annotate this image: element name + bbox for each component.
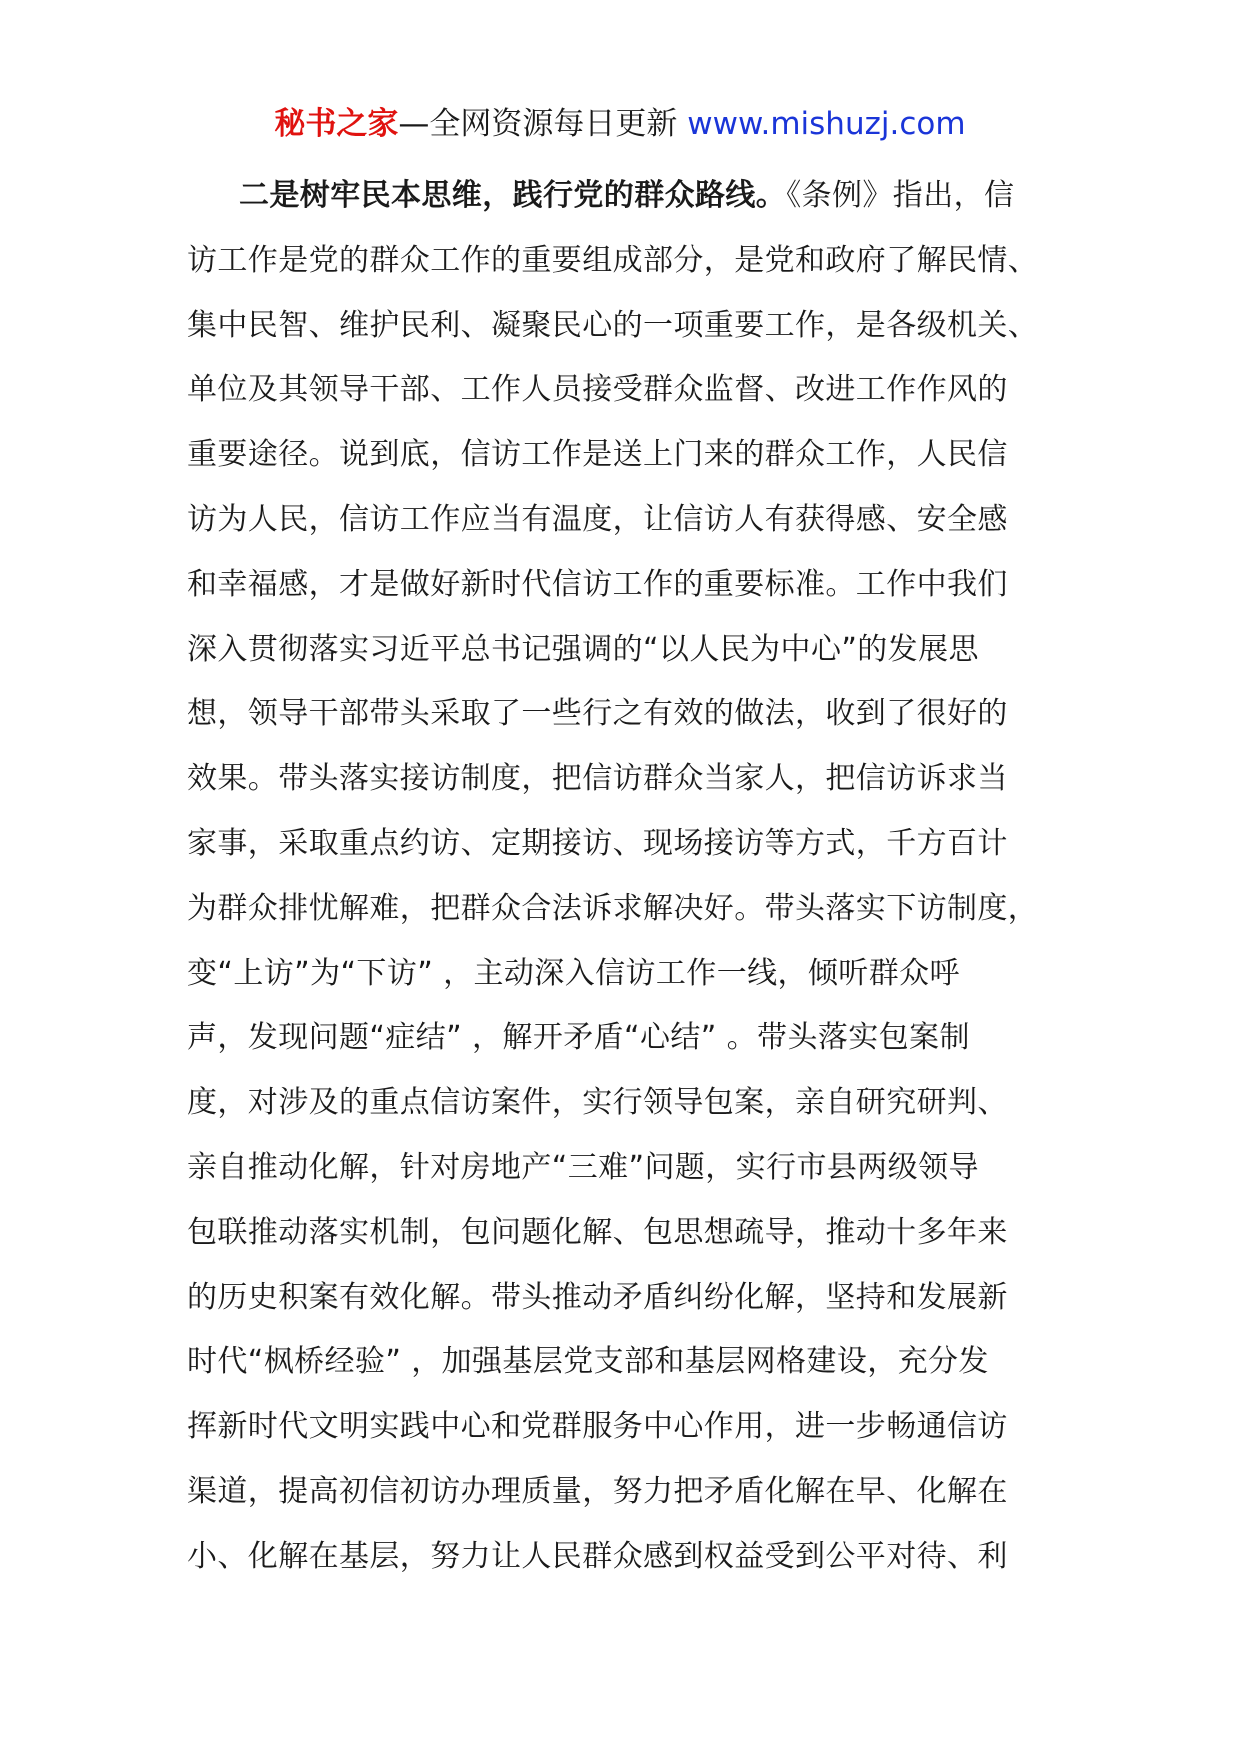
- paragraph-line: 声，发现问题“症结” ，解开矛盾“心结” 。带头落实包案制: [187, 1020, 970, 1056]
- paragraph-line: 和幸福感，才是做好新时代信访工作的重要标准。工作中我们: [187, 566, 1008, 602]
- paragraph-line: 效果。带头落实接访制度，把信访群众当家人，把信访诉求当: [187, 761, 1008, 797]
- paragraph-line: 小、化解在基层，努力让人民群众感到权益受到公平对待、利: [187, 1538, 1008, 1574]
- brand-name: 秘书之家: [274, 106, 399, 142]
- paragraph-first-line-text: 《条例》指出，信: [786, 178, 1015, 213]
- paragraph-line: 的历史积案有效化解。带头推动矛盾纠纷化解，坚持和发展新: [187, 1279, 1008, 1315]
- paragraph-line: 深入贯彻落实习近平总书记强调的“以人民为中心”的发展思: [187, 631, 979, 667]
- paragraph-line: 包联推动落实机制，包问题化解、包思想疏导，推动十多年来: [187, 1214, 1008, 1250]
- paragraph-line: 时代“枫桥经验” ，加强基层党支部和基层网格建设，充分发: [187, 1344, 989, 1380]
- paragraph-lead-heading: 二是树牢民本思维，践行党的群众路线。: [239, 178, 787, 213]
- website-link[interactable]: www.mishuzj.com: [677, 106, 966, 142]
- paragraph-line: 度，对涉及的重点信访案件，实行领导包案，亲自研究研判、: [187, 1085, 1008, 1121]
- paragraph-line: 为群众排忧解难，把群众合法诉求解决好。带头落实下访制度，: [187, 890, 1039, 926]
- paragraph-line: 亲自推动化解，针对房地产“三难”问题，实行市县两级领导: [187, 1149, 979, 1185]
- paragraph-line: 家事，采取重点约访、定期接访、现场接访等方式，千方百计: [187, 825, 1008, 861]
- document-body: [187, 164, 1067, 1590]
- paragraph-line: 单位及其领导干部、工作人员接受群众监督、改进工作作风的: [187, 372, 1008, 408]
- paragraph-first-line: [187, 164, 1067, 229]
- header-tagline: —全网资源每日更新: [398, 106, 678, 142]
- paragraph-line: 集中民智、维护民利、凝聚民心的一项重要工作，是各级机关、: [187, 307, 1039, 343]
- paragraph-line: 渠道，提高初信初访办理质量，努力把矛盾化解在早、化解在: [187, 1473, 1008, 1509]
- paragraph-line: 变“上访”为“下访” ，主动深入信访工作一线，倾听群众呼: [187, 955, 960, 991]
- paragraph-line: 访工作是党的群众工作的重要组成部分，是党和政府了解民情、: [187, 242, 1039, 278]
- paragraph-line: 重要途径。说到底，信访工作是送上门来的群众工作，人民信: [187, 437, 1008, 473]
- paragraph-line: 想，领导干部带头采取了一些行之有效的做法，收到了很好的: [187, 696, 1008, 732]
- paragraph-line: 挥新时代文明实践中心和党群服务中心作用，进一步畅通信访: [187, 1409, 1008, 1445]
- paragraph-line: 访为人民，信访工作应当有温度，让信访人有获得感、安全感: [187, 501, 1008, 537]
- page-header: [0, 100, 1240, 148]
